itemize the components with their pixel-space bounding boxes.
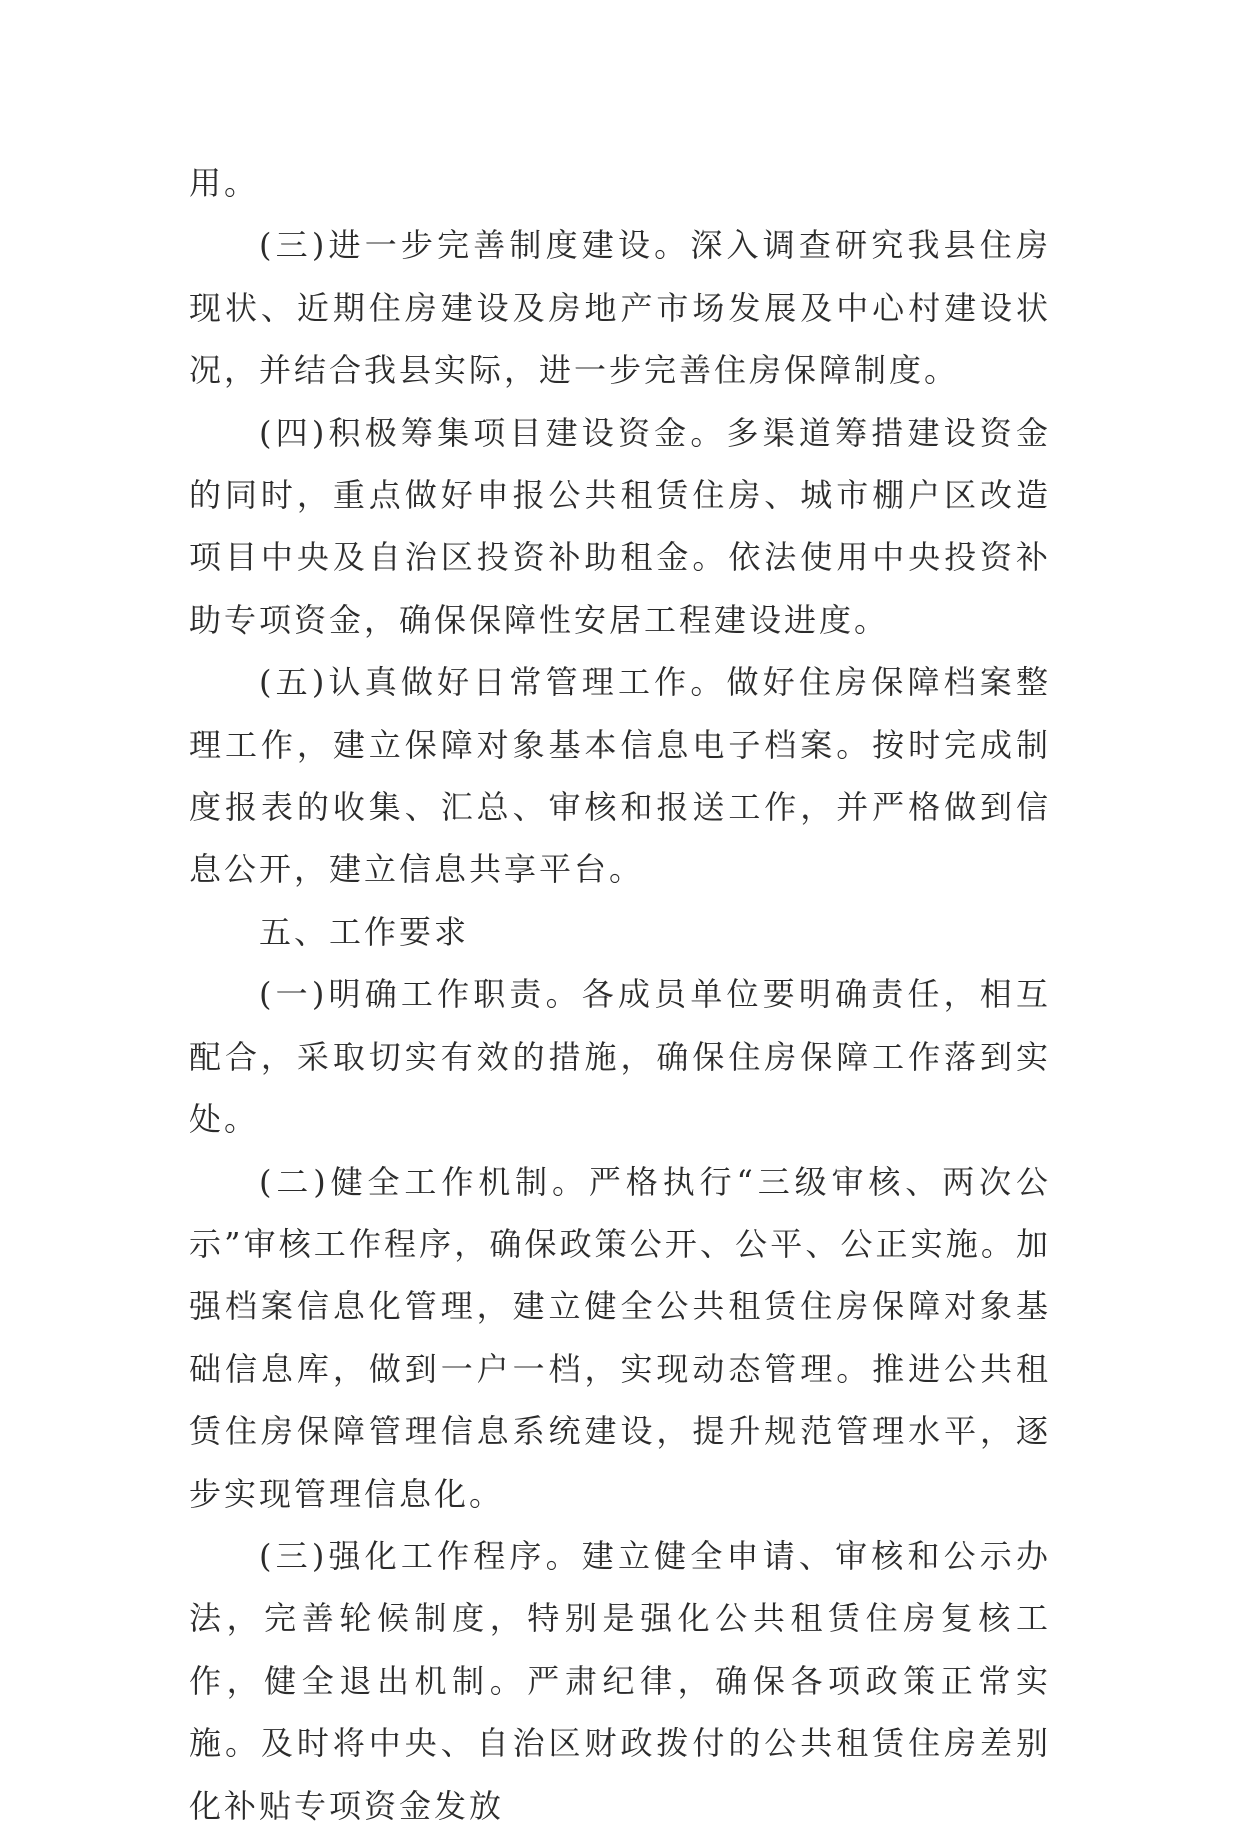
paragraph-1-clarify-duties: (一)明确工作职责。各成员单位要明确责任，相互配合，采取切实有效的措施，确保住房保障工作落到实处。 (189, 975, 1051, 1139)
paragraph-3-work-procedure: (三)强化工作程序。建立健全申请、审核和公示办法，完善轮候制度，特别是强化公共租赁住房复核工作，健全退出机制。严肃纪律，确保各项政策正常实施。及时将中央、自治区财政拨付的公共租赁住房差别化补贴专项资金发放 (189, 1536, 1051, 1825)
document-body (189, 152, 1051, 1837)
paragraph-2-work-mechanism: (二)健全工作机制。严格执行“三级审核、两次公示”审核工作程序，确保政策公开、公平、公正实施。加强档案信息化管理，建立健全公共租赁住房保障对象基础信息库，做到一户一档，实现动态管理。推进公共租赁住房保障管理信息系统建设，提升规范管理水平，逐步实现管理信息化。 (189, 1162, 1051, 1513)
paragraph-5-daily-management: (五)认真做好日常管理工作。做好住房保障档案整理工作，建立保障对象基本信息电子档案。按时完成制度报表的收集、汇总、审核和报送工作，并严格做到信息公开，建立信息共享平台。 (189, 663, 1051, 889)
paragraph-continuation: 用。 (189, 164, 260, 202)
section-heading-work-requirements: 五、工作要求 (259, 912, 470, 951)
paragraph-3-system-building: (三)进一步完善制度建设。深入调查研究我县住房现状、近期住房建设及房地产市场发展及中心村建设状况，并结合我县实际，进一步完善住房保障制度。 (189, 226, 1051, 390)
paragraph-4-project-funding: (四)积极筹集项目建设资金。多渠道筹措建设资金的同时，重点做好申报公共租赁住房、城市棚户区改造项目中央及自治区投资补助租金。依法使用中央投资补助专项资金，确保保障性安居工程建设进度。 (189, 413, 1051, 639)
